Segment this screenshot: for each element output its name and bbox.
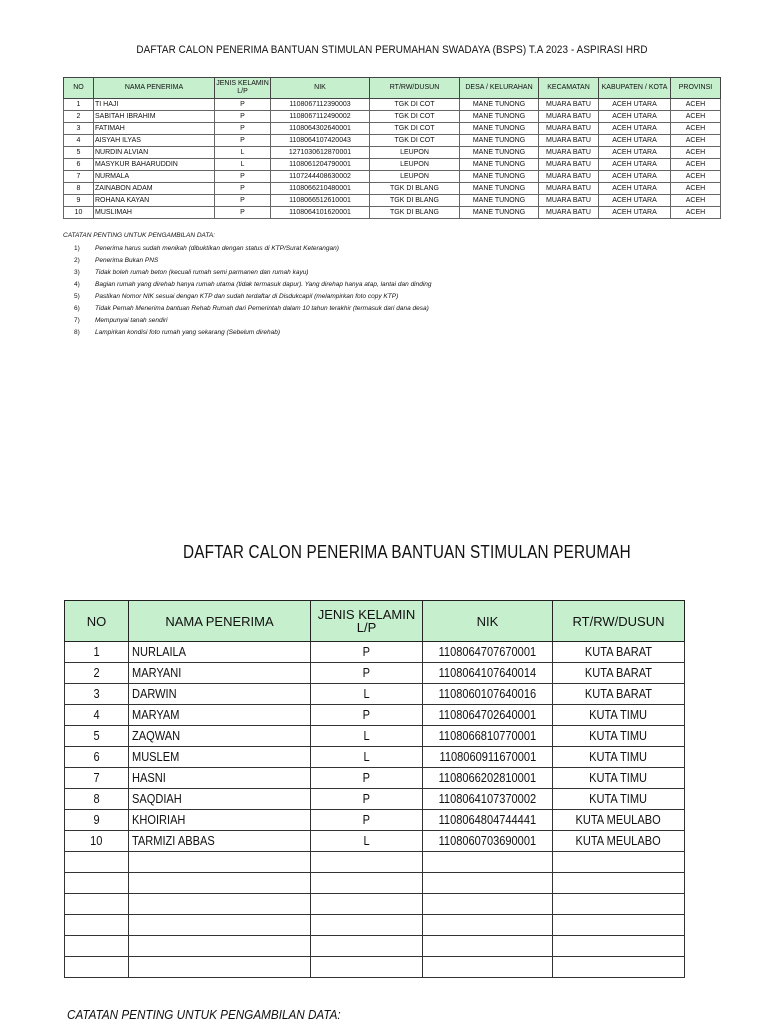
cell-rt-rw-dusun: [553, 789, 685, 810]
empty-cell: [65, 852, 129, 873]
cell-jenis-kelamin: [311, 705, 423, 726]
empty-cell: [65, 957, 129, 978]
cell-no: [65, 705, 129, 726]
note-item: [63, 267, 432, 279]
cell-provinsi: ACEH: [671, 195, 721, 207]
col-header-jenis-kelamin: JENIS KELAMIN L/P: [311, 601, 423, 642]
cell-no: [65, 684, 129, 705]
note-item: [63, 315, 432, 327]
cell-jenis-kelamin: [311, 684, 423, 705]
table-row: [64, 207, 721, 219]
cell-nama: [129, 831, 311, 852]
cell-nik: [423, 684, 553, 705]
cell-no-text: 6: [93, 749, 100, 764]
cell-nama: NURDIN ALVIAN: [94, 147, 215, 159]
col-header-rt-rw-dusun: RT/RW/DUSUN: [553, 601, 685, 642]
note-text: Penerima harus sudah menikah (dibuktikan dengan status di KTP/Surat Keterangan): [95, 245, 339, 252]
cell-no: [65, 768, 129, 789]
empty-cell: [311, 852, 423, 873]
cell-nama-text: TARMIZI ABBAS: [132, 833, 215, 848]
cell-rt-rw-dusun: LEUPON: [370, 159, 460, 171]
table-row: [65, 747, 685, 768]
notes-list: [63, 243, 432, 339]
table-row: [64, 123, 721, 135]
cell-nama: MASYKUR BAHARUDDIN: [94, 159, 215, 171]
table-row: [65, 810, 685, 831]
cell-provinsi: ACEH: [671, 99, 721, 111]
cell-desa: MANE TUNONG: [460, 195, 539, 207]
cell-desa: MANE TUNONG: [460, 183, 539, 195]
col-header-nik: NIK: [271, 78, 370, 99]
cell-nik: [423, 747, 553, 768]
table-row: [65, 684, 685, 705]
table-row: [64, 111, 721, 123]
cell-rt-rw-dusun: TGK DI BLANG: [370, 183, 460, 195]
cell-rt-rw-dusun: LEUPON: [370, 171, 460, 183]
note-number: 4): [74, 281, 80, 288]
cell-nama: [129, 810, 311, 831]
col-header-provinsi: PROVINSI: [671, 78, 721, 99]
cell-jenis-kelamin: L: [215, 147, 271, 159]
recipient-table: [63, 77, 721, 219]
cell-kabupaten: ACEH UTARA: [599, 195, 671, 207]
cell-nik-text: 1108064107640014: [438, 665, 537, 680]
cell-kecamatan: MUARA BATU: [539, 171, 599, 183]
cell-nama-text: ZAQWAN: [132, 728, 181, 743]
cell-jenis-kelamin: P: [215, 183, 271, 195]
col-header-rt-rw-dusun: RT/RW/DUSUN: [370, 78, 460, 99]
cell-no: 2: [64, 111, 94, 123]
cell-nama: SABITAH IBRAHIM: [94, 111, 215, 123]
cell-no: 3: [64, 123, 94, 135]
cell-jenis-kelamin: [311, 768, 423, 789]
col-header-kecamatan: KECAMATAN: [539, 78, 599, 99]
cell-no-text: 5: [93, 728, 100, 743]
cell-rt-rw-dusun-text: KUTA TIMU: [589, 749, 648, 764]
cell-nik: [423, 726, 553, 747]
empty-table-row: [65, 894, 685, 915]
cell-jenis-kelamin-text: P: [362, 707, 371, 722]
cell-rt-rw-dusun-text: KUTA MEULABO: [575, 812, 662, 827]
cell-rt-rw-dusun-text: KUTA TIMU: [589, 770, 648, 785]
col-header-desa: DESA / KELURAHAN: [460, 78, 539, 99]
cell-rt-rw-dusun: TGK DI COT: [370, 99, 460, 111]
cell-nama: [129, 747, 311, 768]
cell-desa: MANE TUNONG: [460, 159, 539, 171]
cell-no: 9: [64, 195, 94, 207]
cell-jenis-kelamin: P: [215, 99, 271, 111]
cell-rt-rw-dusun: [553, 831, 685, 852]
cell-nik-text: 1108060911670001: [439, 749, 536, 764]
cell-jenis-kelamin: [311, 663, 423, 684]
empty-cell: [65, 936, 129, 957]
table-row: [64, 171, 721, 183]
cell-rt-rw-dusun: LEUPON: [370, 147, 460, 159]
cell-rt-rw-dusun: TGK DI BLANG: [370, 195, 460, 207]
cell-nik: [423, 768, 553, 789]
cell-nama: MUSLIMAH: [94, 207, 215, 219]
cell-kecamatan: MUARA BATU: [539, 111, 599, 123]
notes-header-zoomed: CATATAN PENTING UNTUK PENGAMBILAN DATA:: [67, 1007, 341, 1022]
empty-cell: [129, 894, 311, 915]
cell-nik: [423, 831, 553, 852]
empty-cell: [65, 915, 129, 936]
empty-cell: [311, 915, 423, 936]
table-header-row: [65, 601, 685, 642]
cell-nama: ZAINABON ADAM: [94, 183, 215, 195]
note-number: 6): [74, 305, 80, 312]
cell-provinsi: ACEH: [671, 111, 721, 123]
cell-no-text: 1: [93, 644, 100, 659]
cell-nama-text: SAQDIAH: [132, 791, 182, 806]
cell-nik: 1271030612870001: [271, 147, 370, 159]
cell-kecamatan: MUARA BATU: [539, 135, 599, 147]
cell-rt-rw-dusun: TGK DI COT: [370, 135, 460, 147]
cell-jenis-kelamin: P: [215, 171, 271, 183]
note-item: [63, 303, 432, 315]
empty-cell: [311, 936, 423, 957]
cell-nik-text: 1108060107640016: [438, 686, 537, 701]
cell-jenis-kelamin: P: [215, 207, 271, 219]
empty-cell: [65, 894, 129, 915]
note-text: Tidak Pernah Menerima bantuan Rehab Rumah dari Pemerintah dalam 10 tahun terakhir (termasuk dari dana desa): [95, 305, 429, 312]
cell-jenis-kelamin: [311, 747, 423, 768]
cell-no: [65, 642, 129, 663]
cell-desa: MANE TUNONG: [460, 147, 539, 159]
empty-cell: [129, 852, 311, 873]
cell-no: 10: [64, 207, 94, 219]
note-item: [63, 279, 432, 291]
col-header-kabupaten: KABUPATEN / KOTA: [599, 78, 671, 99]
cell-nik: [423, 663, 553, 684]
cell-rt-rw-dusun: TGK DI COT: [370, 111, 460, 123]
cell-nik: [423, 642, 553, 663]
cell-nik: 1108067112490002: [271, 111, 370, 123]
cell-nama-text: KHOIRIAH: [132, 812, 186, 827]
note-text: Bagian rumah yang direhab hanya rumah utama (tidak termasuk dapur). Yang direhap hanya atap, lantai dan dinding: [95, 281, 432, 288]
cell-rt-rw-dusun: TGK DI BLANG: [370, 207, 460, 219]
cell-kabupaten: ACEH UTARA: [599, 183, 671, 195]
cell-kabupaten: ACEH UTARA: [599, 159, 671, 171]
cell-kecamatan: MUARA BATU: [539, 99, 599, 111]
cell-kecamatan: MUARA BATU: [539, 159, 599, 171]
note-number: 2): [74, 257, 80, 264]
cell-no: [65, 789, 129, 810]
cell-jenis-kelamin: P: [215, 135, 271, 147]
note-item: [63, 255, 432, 267]
note-number: 5): [74, 293, 80, 300]
cell-desa: MANE TUNONG: [460, 111, 539, 123]
note-text: Penerima Bukan PNS: [95, 257, 159, 264]
cell-kabupaten: ACEH UTARA: [599, 207, 671, 219]
cell-rt-rw-dusun-text: KUTA TIMU: [589, 707, 648, 722]
cell-kecamatan: MUARA BATU: [539, 195, 599, 207]
cell-no: [65, 663, 129, 684]
cell-nama-text: HASNI: [132, 770, 166, 785]
cell-kecamatan: MUARA BATU: [539, 183, 599, 195]
cell-jenis-kelamin-text: P: [362, 665, 371, 680]
empty-cell: [423, 915, 553, 936]
cell-desa: MANE TUNONG: [460, 123, 539, 135]
table-row: [65, 789, 685, 810]
cell-nik-text: 1108064804744441: [438, 812, 537, 827]
note-item: [63, 327, 432, 339]
cell-desa: MANE TUNONG: [460, 171, 539, 183]
cell-nik: 1108064107420043: [271, 135, 370, 147]
cell-nik-text: 1108066810770001: [438, 728, 537, 743]
cell-rt-rw-dusun-text: KUTA BARAT: [584, 644, 653, 659]
cell-jenis-kelamin: [311, 831, 423, 852]
cell-desa: MANE TUNONG: [460, 99, 539, 111]
cell-jenis-kelamin-text: P: [362, 644, 371, 659]
cell-jenis-kelamin: P: [215, 111, 271, 123]
cell-nik: 1108061204790001: [271, 159, 370, 171]
cell-jenis-kelamin-text: P: [362, 812, 371, 827]
note-number: 1): [74, 245, 80, 252]
cell-kabupaten: ACEH UTARA: [599, 171, 671, 183]
cell-provinsi: ACEH: [671, 171, 721, 183]
document-title: DAFTAR CALON PENERIMA BANTUAN STIMULAN PERUMAHAN SWADAYA (BSPS) T.A 2023 - ASPIRASI HRD: [136, 44, 648, 56]
cell-no-text: 4: [93, 707, 100, 722]
col-header-nik: NIK: [423, 601, 553, 642]
cell-provinsi: ACEH: [671, 123, 721, 135]
cell-nama-text: DARWIN: [132, 686, 177, 701]
cell-desa: MANE TUNONG: [460, 207, 539, 219]
cell-nama: NURMALA: [94, 171, 215, 183]
cell-nama: FATIMAH: [94, 123, 215, 135]
col-header-no: NO: [65, 601, 129, 642]
cell-rt-rw-dusun: [553, 684, 685, 705]
cell-rt-rw-dusun-text: KUTA BARAT: [584, 686, 653, 701]
cell-jenis-kelamin-text: L: [363, 833, 370, 848]
cell-kecamatan: MUARA BATU: [539, 123, 599, 135]
empty-cell: [311, 894, 423, 915]
note-text: Pastikan Nomor NIK sesuai dengan KTP dan sudah terdaftar di Disdukcapil (melampirkan foto copy KTP): [95, 293, 399, 300]
note-number: 7): [74, 317, 80, 324]
empty-cell: [553, 852, 685, 873]
cell-nik: 1108064101620001: [271, 207, 370, 219]
cell-jenis-kelamin: L: [215, 159, 271, 171]
note-item: [63, 291, 432, 303]
cell-kecamatan: MUARA BATU: [539, 207, 599, 219]
empty-cell: [553, 894, 685, 915]
cell-no-text: 9: [93, 812, 100, 827]
cell-nik: 1108064302640001: [271, 123, 370, 135]
table-row: [64, 159, 721, 171]
empty-cell: [129, 957, 311, 978]
cell-rt-rw-dusun: [553, 726, 685, 747]
cell-nama: [129, 705, 311, 726]
cell-nama: [129, 684, 311, 705]
empty-table-row: [65, 936, 685, 957]
table-row: [65, 726, 685, 747]
empty-cell: [553, 873, 685, 894]
cell-no: 1: [64, 99, 94, 111]
notes-header: CATATAN PENTING UNTUK PENGAMBILAN DATA:: [63, 232, 216, 239]
empty-table-row: [65, 852, 685, 873]
cell-nama-text: NURLAILA: [132, 644, 187, 659]
table-row: [65, 663, 685, 684]
cell-no: [65, 747, 129, 768]
cell-provinsi: ACEH: [671, 183, 721, 195]
cell-nama: ROHANA KAYAN: [94, 195, 215, 207]
cell-nik: [423, 705, 553, 726]
table-row: [65, 768, 685, 789]
cell-nama: TI HAJI: [94, 99, 215, 111]
cell-nama-text: MARYANI: [132, 665, 182, 680]
cell-nik: 1108066512610001: [271, 195, 370, 207]
cell-provinsi: ACEH: [671, 159, 721, 171]
cell-no-text: 10: [90, 833, 103, 848]
col-header-jenis-kelamin: JENIS KELAMIN L/P: [215, 78, 271, 99]
cell-nik: 1108067112390003: [271, 99, 370, 111]
table-row: [64, 195, 721, 207]
cell-jenis-kelamin: P: [215, 195, 271, 207]
recipient-table-zoomed: [64, 600, 685, 978]
table-row: [65, 831, 685, 852]
cell-nama-text: MUSLEM: [132, 749, 180, 764]
cell-nama: [129, 663, 311, 684]
cell-no: 6: [64, 159, 94, 171]
cell-rt-rw-dusun-text: KUTA MEULABO: [575, 833, 662, 848]
document-title-zoomed: DAFTAR CALON PENERIMA BANTUAN STIMULAN PERUMAH: [183, 542, 631, 562]
note-number: 8): [74, 329, 80, 336]
empty-cell: [423, 957, 553, 978]
cell-provinsi: ACEH: [671, 147, 721, 159]
empty-cell: [423, 936, 553, 957]
note-number: 3): [74, 269, 80, 276]
table-row: [64, 135, 721, 147]
cell-nama: [129, 768, 311, 789]
note-item: [63, 243, 432, 255]
cell-rt-rw-dusun-text: KUTA BARAT: [584, 665, 653, 680]
cell-kabupaten: ACEH UTARA: [599, 135, 671, 147]
empty-cell: [129, 915, 311, 936]
empty-cell: [311, 873, 423, 894]
cell-nik: [423, 789, 553, 810]
cell-rt-rw-dusun: [553, 810, 685, 831]
cell-nama: AISYAH ILYAS: [94, 135, 215, 147]
cell-nik-text: 1108064702640001: [438, 707, 537, 722]
empty-cell: [129, 873, 311, 894]
empty-cell: [311, 957, 423, 978]
cell-nik: 1107244408630002: [271, 171, 370, 183]
cell-no-text: 7: [93, 770, 100, 785]
cell-no: 4: [64, 135, 94, 147]
empty-cell: [65, 873, 129, 894]
empty-cell: [553, 957, 685, 978]
note-text: Mempunyai tanah sendiri: [95, 317, 168, 324]
cell-rt-rw-dusun: TGK DI COT: [370, 123, 460, 135]
table-row: [64, 147, 721, 159]
empty-table-row: [65, 957, 685, 978]
cell-rt-rw-dusun-text: KUTA TIMU: [589, 791, 648, 806]
cell-nik-text: 1108064707670001: [438, 644, 537, 659]
table-row: [65, 705, 685, 726]
empty-cell: [129, 936, 311, 957]
empty-table-row: [65, 915, 685, 936]
cell-nama-text: MARYAM: [132, 707, 180, 722]
table-row: [64, 99, 721, 111]
cell-nik: [423, 810, 553, 831]
cell-rt-rw-dusun: [553, 768, 685, 789]
table-header-row: [64, 78, 721, 99]
note-text: Tidak boleh rumah beton (kecuali rumah semi parmanen dan rumah kayu): [95, 269, 309, 276]
cell-jenis-kelamin: P: [215, 123, 271, 135]
table-row: [64, 183, 721, 195]
cell-provinsi: ACEH: [671, 207, 721, 219]
empty-cell: [423, 852, 553, 873]
cell-jenis-kelamin: [311, 810, 423, 831]
cell-desa: MANE TUNONG: [460, 135, 539, 147]
note-text: Lampirkan kondisi foto rumah yang sekarang (Sebelum direhab): [95, 329, 280, 336]
cell-no-text: 3: [93, 686, 100, 701]
cell-nama: [129, 789, 311, 810]
cell-nik-text: 1108060703690001: [438, 833, 537, 848]
notes-section: [63, 232, 432, 339]
cell-kabupaten: ACEH UTARA: [599, 111, 671, 123]
cell-no: [65, 810, 129, 831]
cell-no: [65, 831, 129, 852]
cell-jenis-kelamin-text: L: [363, 728, 370, 743]
cell-jenis-kelamin-text: P: [362, 770, 371, 785]
cell-nik-text: 1108066202810001: [438, 770, 537, 785]
cell-jenis-kelamin-text: L: [363, 749, 370, 764]
cell-rt-rw-dusun: [553, 642, 685, 663]
cell-no: 5: [64, 147, 94, 159]
cell-nik-text: 1108064107370002: [438, 791, 537, 806]
cell-jenis-kelamin: [311, 642, 423, 663]
cell-rt-rw-dusun-text: KUTA TIMU: [589, 728, 648, 743]
cell-no-text: 8: [93, 791, 100, 806]
cell-no: 8: [64, 183, 94, 195]
cell-rt-rw-dusun: [553, 663, 685, 684]
col-header-nama: NAMA PENERIMA: [94, 78, 215, 99]
col-header-nama: NAMA PENERIMA: [129, 601, 311, 642]
cell-rt-rw-dusun: [553, 747, 685, 768]
cell-rt-rw-dusun: [553, 705, 685, 726]
table-row: [65, 642, 685, 663]
cell-nama: [129, 726, 311, 747]
cell-kabupaten: ACEH UTARA: [599, 147, 671, 159]
col-header-no: NO: [64, 78, 94, 99]
cell-no: 7: [64, 171, 94, 183]
empty-cell: [423, 873, 553, 894]
cell-kecamatan: MUARA BATU: [539, 147, 599, 159]
cell-jenis-kelamin: [311, 726, 423, 747]
cell-no: [65, 726, 129, 747]
empty-cell: [423, 894, 553, 915]
cell-nik: 1108066210480001: [271, 183, 370, 195]
empty-table-row: [65, 873, 685, 894]
cell-jenis-kelamin-text: L: [363, 686, 370, 701]
cell-jenis-kelamin: [311, 789, 423, 810]
cell-jenis-kelamin-text: P: [362, 791, 371, 806]
empty-cell: [553, 936, 685, 957]
empty-cell: [553, 915, 685, 936]
cell-kabupaten: ACEH UTARA: [599, 99, 671, 111]
cell-provinsi: ACEH: [671, 135, 721, 147]
cell-nama: [129, 642, 311, 663]
cell-kabupaten: ACEH UTARA: [599, 123, 671, 135]
cell-no-text: 2: [93, 665, 100, 680]
